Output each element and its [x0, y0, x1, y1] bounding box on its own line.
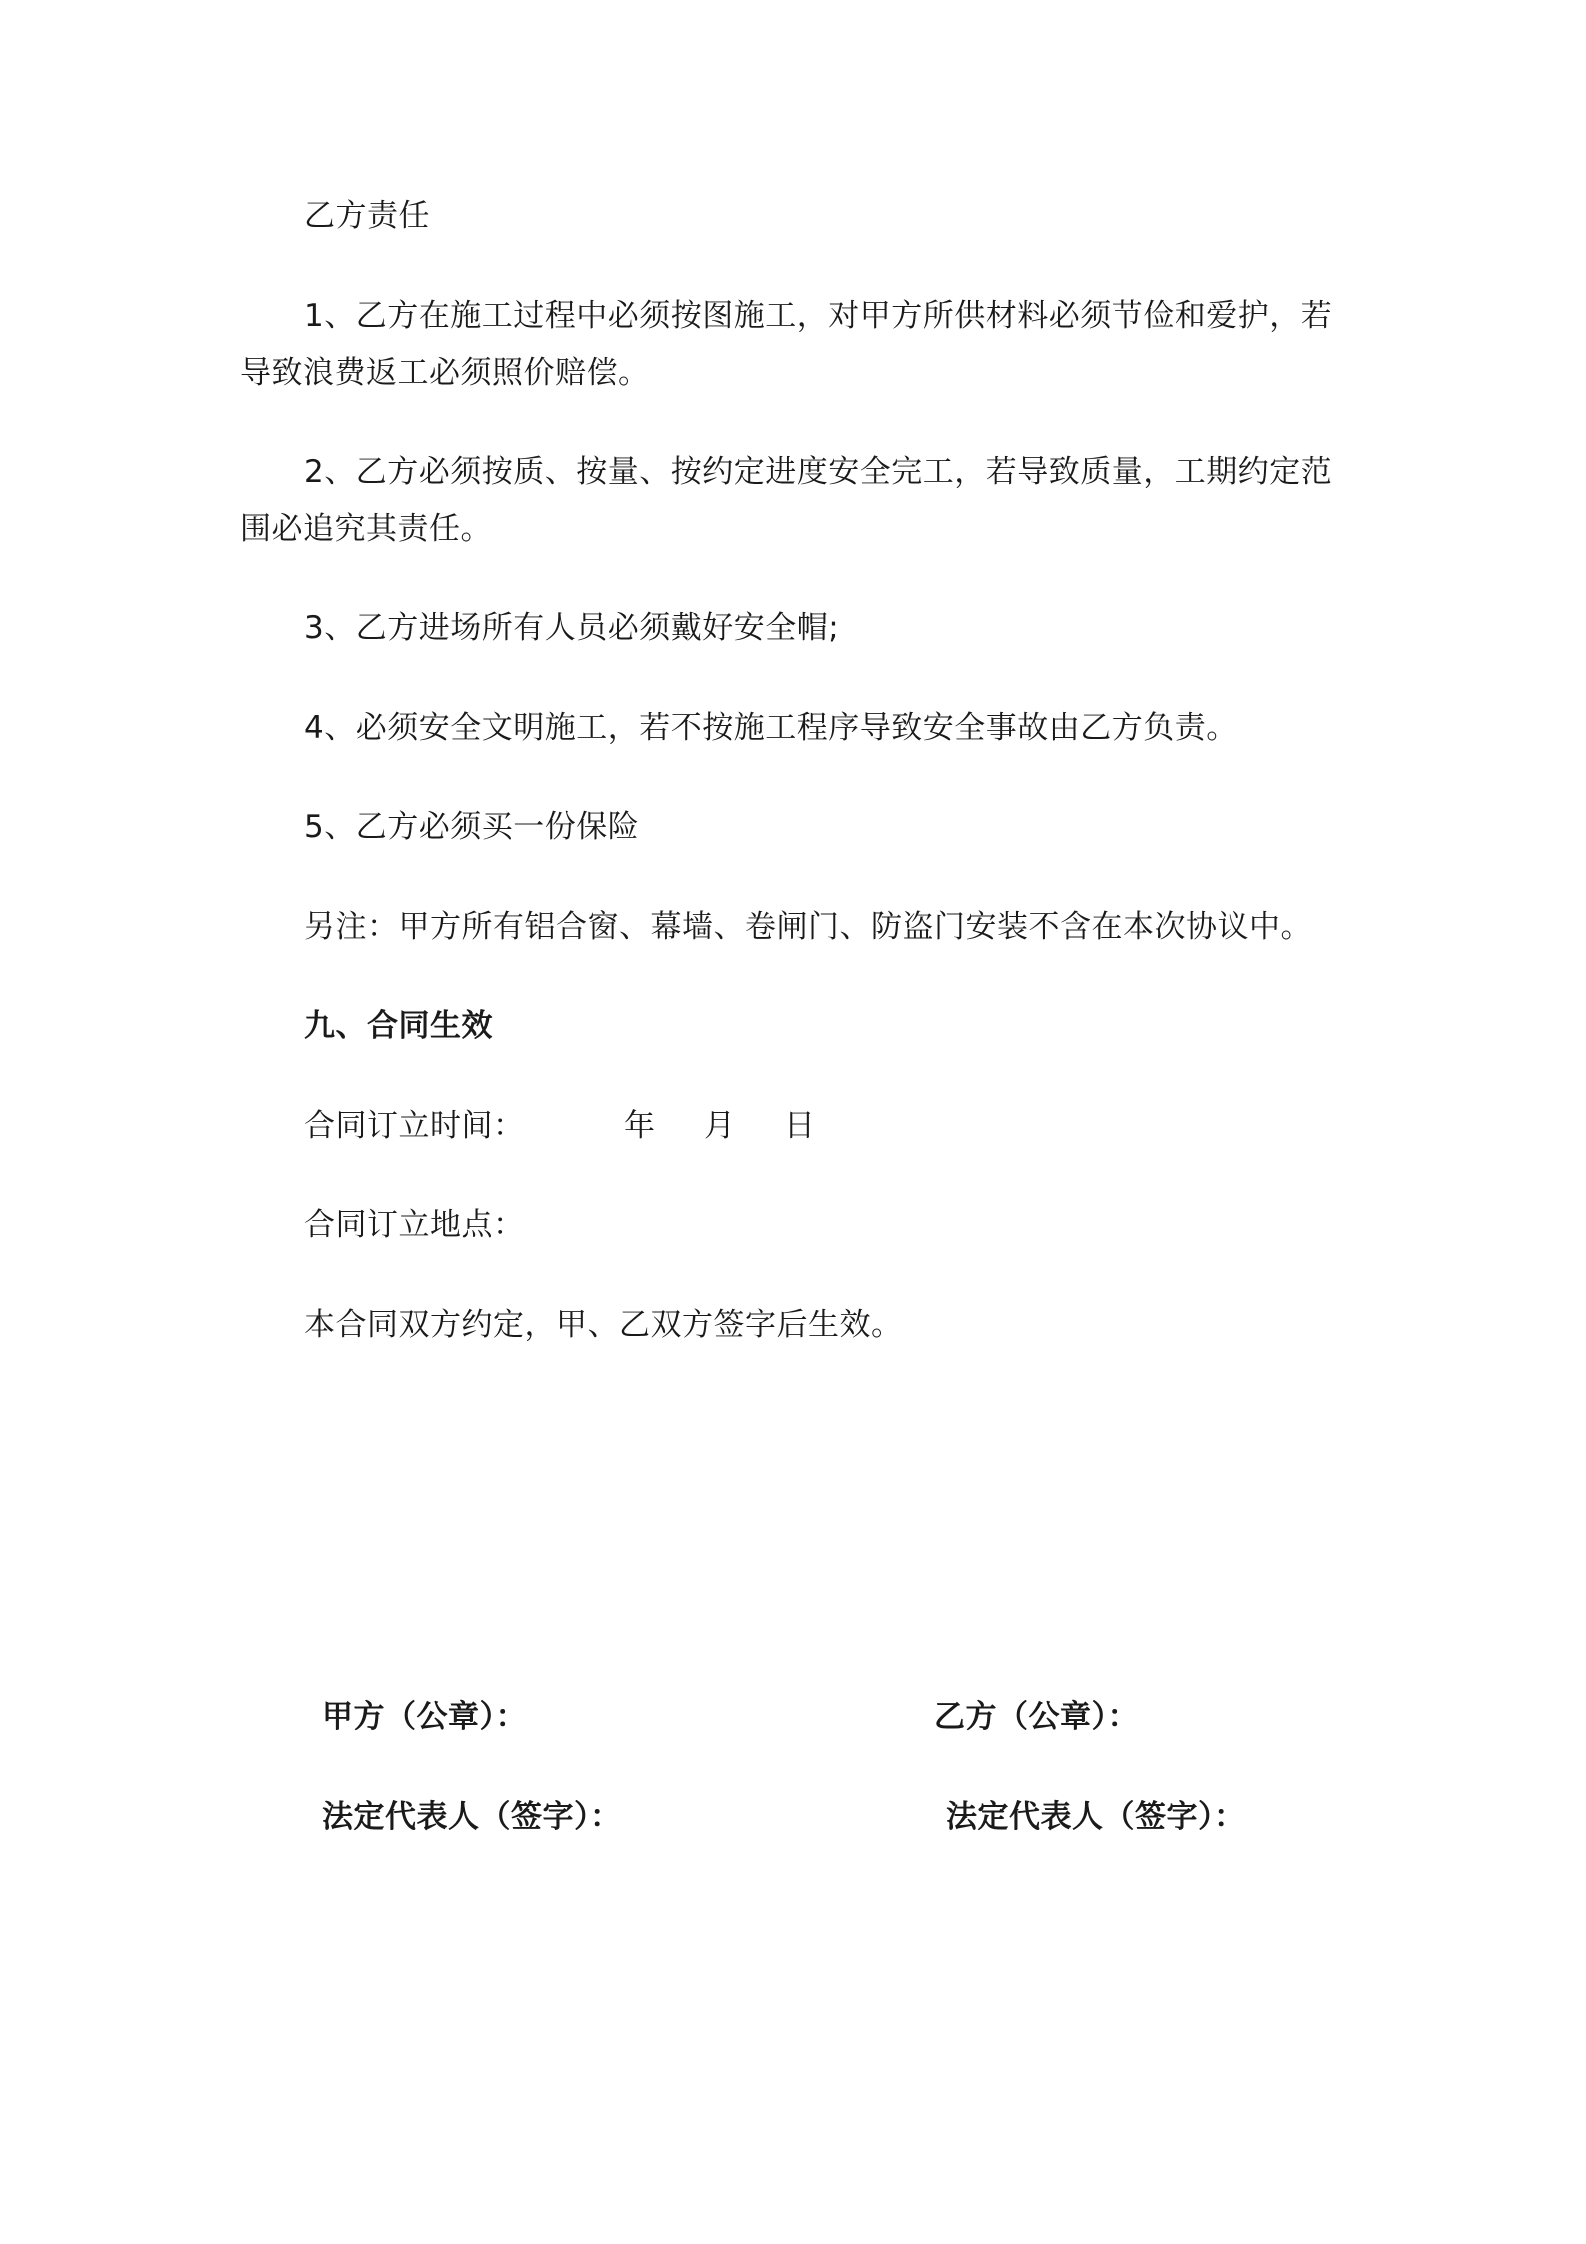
clause-1-line-2: 导致浪费返工必须照价赔偿。	[240, 355, 650, 391]
clause-4: 4、必须安全文明施工，若不按施工程序导致安全事故由乙方负责。	[304, 710, 1238, 746]
party-a-seal-label: 甲方（公章）：	[322, 1699, 527, 1735]
contract-place-label: 合同订立地点：	[304, 1207, 525, 1243]
contract-time-month: 月	[704, 1108, 736, 1144]
contract-time-day: 日	[784, 1108, 816, 1144]
effect-heading: 九、合同生效	[304, 1008, 493, 1044]
clause-2-line-1: 2、乙方必须按质、按量、按约定进度安全完工，若导致质量，工期约定范	[304, 454, 1333, 490]
section-heading: 乙方责任	[304, 198, 430, 234]
party-a-representative-label: 法定代表人（签字）：	[322, 1799, 622, 1835]
additional-note: 另注：甲方所有铝合窗、幕墙、卷闸门、防盗门安装不含在本次协议中。	[304, 909, 1312, 945]
party-b-representative-label: 法定代表人（签字）：	[946, 1799, 1246, 1835]
contract-time-label: 合同订立时间：	[304, 1108, 525, 1144]
clause-2-line-2: 围必追究其责任。	[240, 511, 492, 547]
effect-statement: 本合同双方约定，甲、乙双方签字后生效。	[304, 1307, 903, 1343]
clause-5: 5、乙方必须买一份保险	[304, 809, 640, 845]
clause-3: 3、乙方进场所有人员必须戴好安全帽;	[304, 610, 840, 646]
clause-1-line-1: 1、乙方在施工过程中必须按图施工，对甲方所供材料必须节俭和爱护，若	[304, 298, 1333, 334]
party-b-seal-label: 乙方（公章）：	[934, 1699, 1139, 1735]
contract-time-year: 年	[624, 1108, 656, 1144]
